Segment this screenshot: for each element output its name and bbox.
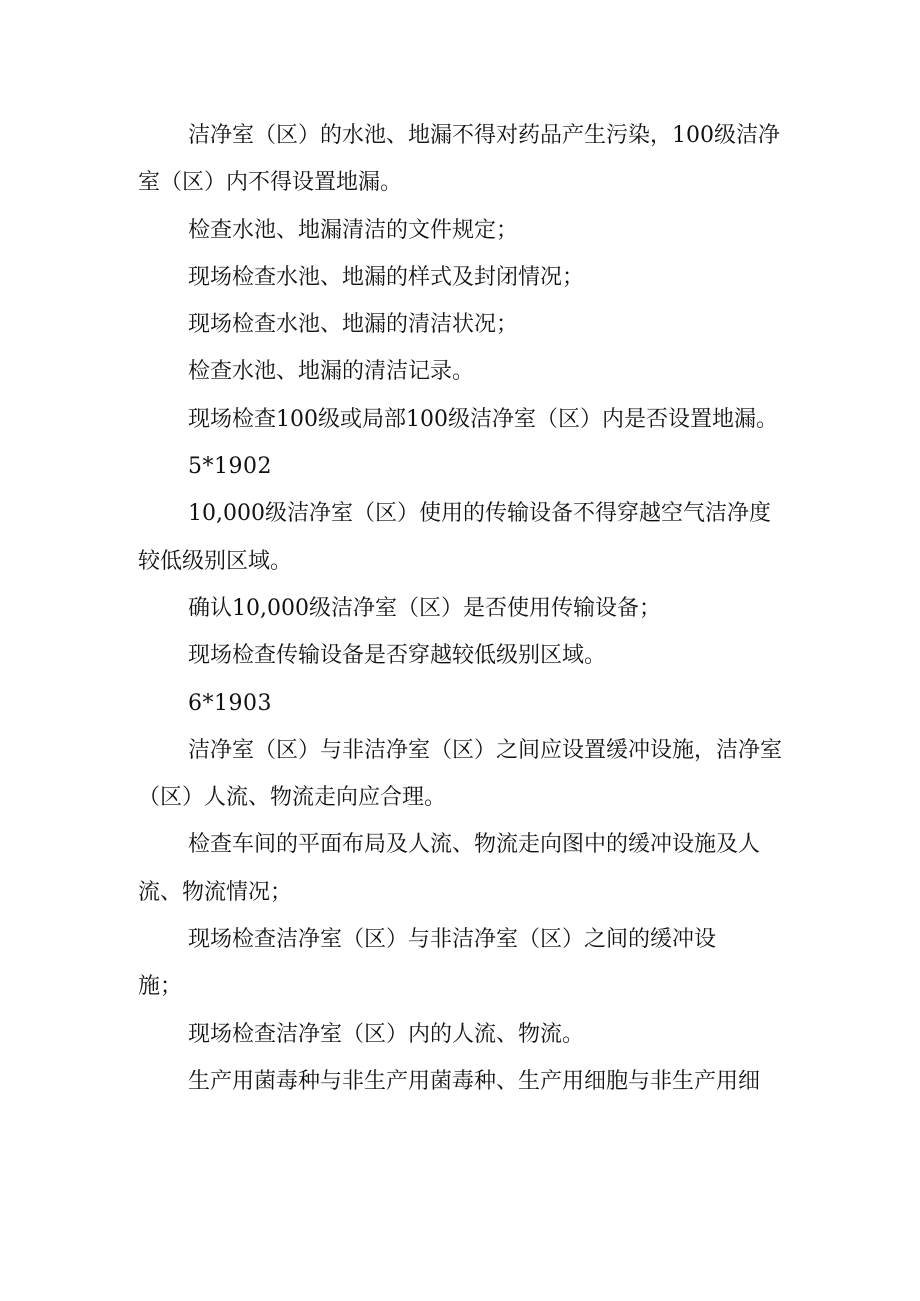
document-body (138, 112, 788, 1105)
paragraph: 现场检查100级或局部100级洁净室（区）内是否设置地漏。 (188, 406, 778, 432)
paragraph: 现场检查洁净室（区）内的人流、物流。 (188, 1021, 585, 1047)
paragraph: 生产用菌毒种与非生产用菌毒种、生产用细胞与非生产用细 (188, 1068, 761, 1094)
paragraph: 检查水池、地漏清洁的文件规定； (188, 217, 519, 243)
paragraph: 检查水池、地漏的清洁记录。 (188, 359, 475, 385)
paragraph: 现场检查传输设备是否穿越较低级别区域。 (188, 643, 607, 669)
paragraph: 现场检查水池、地漏的样式及封闭情况； (188, 264, 585, 290)
paragraph: 现场检查洁净室（区）与非洁净室（区）之间的缓冲设施； (138, 927, 717, 1000)
paragraph: 10,000级洁净室（区）使用的传输设备不得穿越空气洁净度较低级别区域。 (138, 501, 771, 574)
section-code: 6*1903 (188, 690, 272, 716)
paragraph: 检查车间的平面布局及人流、物流走向图中的缓冲设施及人流、物流情况； (138, 832, 761, 905)
paragraph: 洁净室（区）与非洁净室（区）之间应设置缓冲设施，洁净室（区）人流、物流走向应合理。 (138, 737, 783, 811)
paragraph: 现场检查水池、地漏的清洁状况； (188, 312, 519, 338)
paragraph: 确认10,000级洁净室（区）是否使用传输设备； (188, 595, 661, 621)
paragraph: 洁净室（区）的水池、地漏不得对药品产生污染，100级洁净室（区）内不得设置地漏。 (138, 123, 780, 196)
section-code: 5*1902 (188, 454, 272, 480)
